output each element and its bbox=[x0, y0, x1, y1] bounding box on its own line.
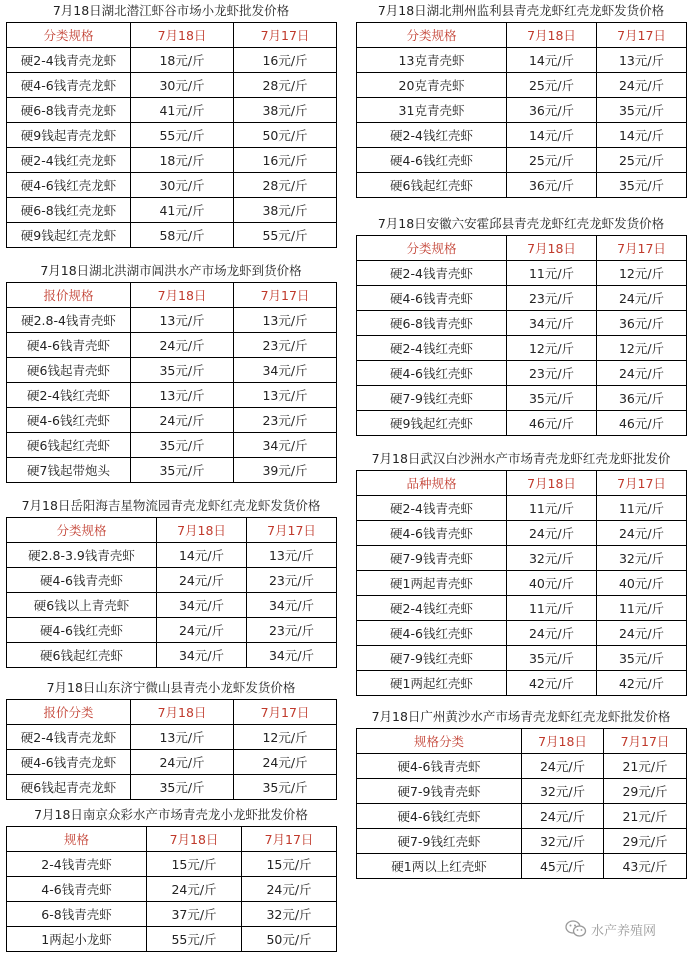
price-cell: 35元/斤 bbox=[131, 775, 234, 800]
column-header: 分类规格 bbox=[7, 518, 157, 543]
price-cell: 13元/斤 bbox=[131, 308, 234, 333]
table-row bbox=[357, 98, 687, 123]
price-cell: 24元/斤 bbox=[507, 521, 597, 546]
table-row bbox=[7, 725, 337, 750]
price-cell: 35元/斤 bbox=[597, 98, 687, 123]
spec-cell: 硬2-4钱红壳龙虾 bbox=[7, 148, 131, 173]
spec-cell: 20克青壳虾 bbox=[357, 73, 507, 98]
price-cell: 35元/斤 bbox=[507, 646, 597, 671]
column-header: 7月18日 bbox=[507, 23, 597, 48]
spec-cell: 硬9钱起青壳龙虾 bbox=[7, 123, 131, 148]
spec-cell: 硬2-4钱青壳虾 bbox=[357, 261, 507, 286]
price-cell: 35元/斤 bbox=[131, 433, 234, 458]
price-cell: 43元/斤 bbox=[604, 854, 687, 879]
spec-cell: 硬7-9钱青壳虾 bbox=[357, 546, 507, 571]
table-title: 7月18日岳阳海吉星物流园青壳龙虾红壳龙虾发货价格 bbox=[21, 498, 321, 513]
price-cell: 13元/斤 bbox=[597, 48, 687, 73]
price-table-block bbox=[6, 260, 336, 483]
table-row bbox=[357, 754, 687, 779]
spec-cell: 硬6钱以上青壳虾 bbox=[7, 593, 157, 618]
table-row bbox=[7, 308, 337, 333]
spec-cell: 硬4-6钱青壳虾 bbox=[357, 521, 507, 546]
price-cell: 24元/斤 bbox=[242, 877, 337, 902]
table-row bbox=[7, 408, 337, 433]
table-title: 7月18日湖北荆州监利县青壳龙虾红壳龙虾发货价格 bbox=[377, 3, 665, 18]
price-cell: 12元/斤 bbox=[234, 725, 337, 750]
table-title: 7月18日武汉白沙洲水产市场青壳龙虾红壳龙虾批发价 bbox=[371, 451, 671, 466]
price-cell: 34元/斤 bbox=[157, 643, 247, 668]
spec-cell: 硬4-6钱青壳龙虾 bbox=[7, 750, 131, 775]
price-cell: 24元/斤 bbox=[234, 750, 337, 775]
table-header-row bbox=[7, 827, 337, 852]
spec-cell: 硬7钱起带炮头 bbox=[7, 458, 131, 483]
table-header-row bbox=[7, 518, 337, 543]
price-cell: 42元/斤 bbox=[597, 671, 687, 696]
price-table-block bbox=[6, 804, 336, 952]
price-cell: 45元/斤 bbox=[522, 854, 604, 879]
price-cell: 32元/斤 bbox=[597, 546, 687, 571]
table-header-row bbox=[357, 236, 687, 261]
column-header: 7月17日 bbox=[247, 518, 337, 543]
table-row bbox=[7, 902, 337, 927]
price-cell: 37元/斤 bbox=[147, 902, 242, 927]
price-cell: 13元/斤 bbox=[234, 308, 337, 333]
price-cell: 24元/斤 bbox=[522, 804, 604, 829]
price-cell: 40元/斤 bbox=[507, 571, 597, 596]
price-cell: 29元/斤 bbox=[604, 779, 687, 804]
table-row bbox=[357, 386, 687, 411]
spec-cell: 硬1两起红壳虾 bbox=[357, 671, 507, 696]
spec-cell: 硬6-8钱青壳龙虾 bbox=[7, 98, 131, 123]
price-table-block bbox=[6, 0, 336, 248]
price-table bbox=[356, 22, 687, 198]
price-cell: 21元/斤 bbox=[604, 754, 687, 779]
price-cell: 55元/斤 bbox=[131, 123, 234, 148]
price-table-block bbox=[356, 448, 686, 696]
price-table-block bbox=[356, 706, 686, 879]
table-row bbox=[357, 646, 687, 671]
table-title: 7月18日湖北洪湖市阊洪水产市场龙虾到货价格 bbox=[40, 263, 302, 278]
table-row bbox=[357, 854, 687, 879]
table-row bbox=[7, 358, 337, 383]
price-cell: 32元/斤 bbox=[242, 902, 337, 927]
price-table-block bbox=[6, 495, 336, 668]
table-row bbox=[7, 433, 337, 458]
spec-cell: 2-4钱青壳虾 bbox=[7, 852, 147, 877]
price-cell: 24元/斤 bbox=[131, 750, 234, 775]
price-cell: 18元/斤 bbox=[131, 148, 234, 173]
price-cell: 35元/斤 bbox=[597, 646, 687, 671]
column-header: 报价分类 bbox=[7, 700, 131, 725]
price-cell: 14元/斤 bbox=[597, 123, 687, 148]
price-cell: 21元/斤 bbox=[604, 804, 687, 829]
table-row bbox=[357, 496, 687, 521]
price-table bbox=[356, 235, 687, 436]
price-cell: 34元/斤 bbox=[157, 593, 247, 618]
spec-cell: 硬2-4钱红壳虾 bbox=[357, 336, 507, 361]
table-row bbox=[7, 458, 337, 483]
price-cell: 14元/斤 bbox=[507, 123, 597, 148]
table-row bbox=[7, 618, 337, 643]
column-header: 分类规格 bbox=[7, 23, 131, 48]
table-row bbox=[7, 73, 337, 98]
price-cell: 28元/斤 bbox=[234, 73, 337, 98]
column-header: 7月17日 bbox=[234, 700, 337, 725]
price-cell: 42元/斤 bbox=[507, 671, 597, 696]
price-cell: 36元/斤 bbox=[507, 173, 597, 198]
column-header: 规格分类 bbox=[357, 729, 522, 754]
column-header: 分类规格 bbox=[357, 236, 507, 261]
table-row bbox=[357, 571, 687, 596]
price-cell: 28元/斤 bbox=[234, 173, 337, 198]
table-row bbox=[357, 361, 687, 386]
spec-cell: 硬4-6钱青壳虾 bbox=[357, 754, 522, 779]
spec-cell: 31克青壳虾 bbox=[357, 98, 507, 123]
price-cell: 32元/斤 bbox=[522, 829, 604, 854]
table-row bbox=[7, 223, 337, 248]
table-row bbox=[7, 775, 337, 800]
spec-cell: 硬9钱起红壳龙虾 bbox=[7, 223, 131, 248]
wechat-icon bbox=[565, 920, 587, 938]
table-row bbox=[357, 779, 687, 804]
table-row bbox=[357, 261, 687, 286]
price-cell: 46元/斤 bbox=[597, 411, 687, 436]
table-title: 7月18日山东济宁微山县青壳小龙虾发货价格 bbox=[46, 680, 296, 695]
spec-cell: 硬9钱起红壳虾 bbox=[357, 411, 507, 436]
column-header: 7月18日 bbox=[147, 827, 242, 852]
column-header: 7月17日 bbox=[597, 236, 687, 261]
table-row bbox=[357, 336, 687, 361]
price-cell: 40元/斤 bbox=[597, 571, 687, 596]
price-cell: 16元/斤 bbox=[234, 48, 337, 73]
spec-cell: 硬7-9钱红壳虾 bbox=[357, 386, 507, 411]
table-row bbox=[357, 546, 687, 571]
price-cell: 30元/斤 bbox=[131, 73, 234, 98]
column-header: 7月18日 bbox=[131, 283, 234, 308]
price-cell: 34元/斤 bbox=[507, 311, 597, 336]
table-row bbox=[357, 311, 687, 336]
price-cell: 24元/斤 bbox=[597, 361, 687, 386]
price-cell: 11元/斤 bbox=[507, 261, 597, 286]
price-cell: 39元/斤 bbox=[234, 458, 337, 483]
column-header: 报价规格 bbox=[7, 283, 131, 308]
spec-cell: 硬6钱起青壳龙虾 bbox=[7, 775, 131, 800]
price-cell: 24元/斤 bbox=[597, 73, 687, 98]
price-cell: 32元/斤 bbox=[522, 779, 604, 804]
table-row bbox=[7, 48, 337, 73]
spec-cell: 硬1两起青壳虾 bbox=[357, 571, 507, 596]
table-row bbox=[7, 877, 337, 902]
price-cell: 34元/斤 bbox=[247, 643, 337, 668]
price-table-block bbox=[356, 213, 686, 436]
price-cell: 13元/斤 bbox=[131, 725, 234, 750]
price-cell: 24元/斤 bbox=[507, 621, 597, 646]
price-cell: 24元/斤 bbox=[131, 333, 234, 358]
table-row bbox=[7, 98, 337, 123]
spec-cell: 硬2-4钱红壳虾 bbox=[357, 596, 507, 621]
table-header-row bbox=[7, 23, 337, 48]
spec-cell: 1两起小龙虾 bbox=[7, 927, 147, 952]
spec-cell: 硬2-4钱红壳虾 bbox=[7, 383, 131, 408]
spec-cell: 6-8钱青壳虾 bbox=[7, 902, 147, 927]
table-row bbox=[7, 173, 337, 198]
price-cell: 41元/斤 bbox=[131, 98, 234, 123]
price-table bbox=[6, 517, 337, 668]
price-table-block bbox=[6, 677, 336, 800]
price-cell: 35元/斤 bbox=[131, 458, 234, 483]
column-header: 7月17日 bbox=[242, 827, 337, 852]
price-cell: 24元/斤 bbox=[522, 754, 604, 779]
table-row bbox=[7, 383, 337, 408]
price-cell: 23元/斤 bbox=[234, 333, 337, 358]
spec-cell: 硬4-6钱红壳虾 bbox=[7, 408, 131, 433]
spec-cell: 硬2-4钱青壳龙虾 bbox=[7, 725, 131, 750]
price-cell: 23元/斤 bbox=[507, 361, 597, 386]
spec-cell: 硬4-6钱红壳虾 bbox=[357, 361, 507, 386]
price-cell: 25元/斤 bbox=[597, 148, 687, 173]
table-row bbox=[7, 148, 337, 173]
price-cell: 35元/斤 bbox=[507, 386, 597, 411]
price-cell: 55元/斤 bbox=[234, 223, 337, 248]
spec-cell: 硬4-6钱青壳虾 bbox=[7, 568, 157, 593]
price-cell: 34元/斤 bbox=[234, 433, 337, 458]
spec-cell: 硬4-6钱红壳虾 bbox=[7, 618, 157, 643]
price-cell: 58元/斤 bbox=[131, 223, 234, 248]
spec-cell: 硬2.8-3.9钱青壳虾 bbox=[7, 543, 157, 568]
price-cell: 50元/斤 bbox=[242, 927, 337, 952]
price-cell: 29元/斤 bbox=[604, 829, 687, 854]
column-header: 7月17日 bbox=[234, 23, 337, 48]
table-header-row bbox=[357, 471, 687, 496]
column-header: 7月18日 bbox=[522, 729, 604, 754]
table-title: 7月18日湖北潜江虾谷市场小龙虾批发价格 bbox=[52, 3, 290, 18]
table-row bbox=[357, 173, 687, 198]
price-table bbox=[6, 22, 337, 248]
price-cell: 34元/斤 bbox=[247, 593, 337, 618]
table-header-row bbox=[357, 23, 687, 48]
table-row bbox=[7, 333, 337, 358]
price-cell: 12元/斤 bbox=[597, 261, 687, 286]
price-cell: 14元/斤 bbox=[507, 48, 597, 73]
table-row bbox=[357, 148, 687, 173]
table-row bbox=[357, 521, 687, 546]
spec-cell: 13克青壳虾 bbox=[357, 48, 507, 73]
price-cell: 13元/斤 bbox=[234, 383, 337, 408]
price-cell: 24元/斤 bbox=[597, 621, 687, 646]
price-cell: 50元/斤 bbox=[234, 123, 337, 148]
spec-cell: 硬6-8钱红壳龙虾 bbox=[7, 198, 131, 223]
price-cell: 15元/斤 bbox=[242, 852, 337, 877]
spec-cell: 硬4-6钱红壳虾 bbox=[357, 621, 507, 646]
price-cell: 34元/斤 bbox=[234, 358, 337, 383]
spec-cell: 硬4-6钱青壳虾 bbox=[7, 333, 131, 358]
table-row bbox=[7, 198, 337, 223]
table-header-row bbox=[357, 729, 687, 754]
spec-cell: 硬4-6钱青壳虾 bbox=[357, 286, 507, 311]
price-cell: 24元/斤 bbox=[147, 877, 242, 902]
column-header: 7月18日 bbox=[507, 471, 597, 496]
price-cell: 38元/斤 bbox=[234, 98, 337, 123]
price-cell: 11元/斤 bbox=[597, 596, 687, 621]
price-cell: 55元/斤 bbox=[147, 927, 242, 952]
spec-cell: 硬7-9钱红壳虾 bbox=[357, 646, 507, 671]
price-cell: 13元/斤 bbox=[247, 543, 337, 568]
spec-cell: 硬4-6钱红壳虾 bbox=[357, 804, 522, 829]
price-cell: 23元/斤 bbox=[247, 618, 337, 643]
spec-cell: 硬4-6钱青壳龙虾 bbox=[7, 73, 131, 98]
price-cell: 24元/斤 bbox=[597, 521, 687, 546]
column-header: 分类规格 bbox=[357, 23, 507, 48]
price-cell: 16元/斤 bbox=[234, 148, 337, 173]
table-row bbox=[357, 621, 687, 646]
table-row bbox=[357, 411, 687, 436]
table-row bbox=[357, 671, 687, 696]
price-cell: 36元/斤 bbox=[597, 311, 687, 336]
table-row bbox=[357, 48, 687, 73]
price-cell: 23元/斤 bbox=[234, 408, 337, 433]
price-cell: 13元/斤 bbox=[131, 383, 234, 408]
spec-cell: 硬2-4钱青壳龙虾 bbox=[7, 48, 131, 73]
spec-cell: 硬6钱起青壳虾 bbox=[7, 358, 131, 383]
price-cell: 30元/斤 bbox=[131, 173, 234, 198]
price-cell: 38元/斤 bbox=[234, 198, 337, 223]
price-cell: 35元/斤 bbox=[234, 775, 337, 800]
spec-cell: 硬6-8钱青壳虾 bbox=[357, 311, 507, 336]
column-header: 7月18日 bbox=[157, 518, 247, 543]
table-title: 7月18日安徽六安霍邱县青壳龙虾红壳龙虾发货价格 bbox=[377, 216, 665, 231]
price-cell: 35元/斤 bbox=[597, 173, 687, 198]
price-table bbox=[6, 699, 337, 800]
price-cell: 15元/斤 bbox=[147, 852, 242, 877]
table-row bbox=[7, 543, 337, 568]
spec-cell: 硬6钱起红壳虾 bbox=[7, 643, 157, 668]
price-cell: 25元/斤 bbox=[507, 148, 597, 173]
price-cell: 36元/斤 bbox=[507, 98, 597, 123]
price-table bbox=[356, 470, 687, 696]
price-table bbox=[6, 282, 337, 483]
price-cell: 18元/斤 bbox=[131, 48, 234, 73]
price-cell: 32元/斤 bbox=[507, 546, 597, 571]
price-cell: 24元/斤 bbox=[597, 286, 687, 311]
price-cell: 36元/斤 bbox=[597, 386, 687, 411]
price-cell: 14元/斤 bbox=[157, 543, 247, 568]
price-cell: 23元/斤 bbox=[507, 286, 597, 311]
column-header: 7月18日 bbox=[507, 236, 597, 261]
spec-cell: 硬7-9钱红壳虾 bbox=[357, 829, 522, 854]
price-cell: 11元/斤 bbox=[597, 496, 687, 521]
price-cell: 24元/斤 bbox=[157, 568, 247, 593]
column-header: 7月18日 bbox=[131, 700, 234, 725]
price-cell: 41元/斤 bbox=[131, 198, 234, 223]
price-table bbox=[6, 826, 337, 952]
spec-cell: 硬6钱起红壳虾 bbox=[7, 433, 131, 458]
column-header: 7月17日 bbox=[597, 471, 687, 496]
price-cell: 35元/斤 bbox=[131, 358, 234, 383]
table-row bbox=[7, 593, 337, 618]
table-row bbox=[357, 829, 687, 854]
table-row bbox=[7, 750, 337, 775]
price-cell: 12元/斤 bbox=[507, 336, 597, 361]
price-table-block bbox=[356, 0, 686, 198]
table-row bbox=[7, 123, 337, 148]
spec-cell: 硬1两以上红壳虾 bbox=[357, 854, 522, 879]
spec-cell: 硬6钱起红壳虾 bbox=[357, 173, 507, 198]
table-row bbox=[357, 286, 687, 311]
spec-cell: 硬7-9钱青壳虾 bbox=[357, 779, 522, 804]
spec-cell: 4-6钱青壳虾 bbox=[7, 877, 147, 902]
price-cell: 12元/斤 bbox=[597, 336, 687, 361]
watermark-text: 水产养殖网 bbox=[591, 923, 657, 939]
table-row bbox=[7, 568, 337, 593]
table-row bbox=[357, 73, 687, 98]
table-row bbox=[7, 643, 337, 668]
spec-cell: 硬2-4钱红壳虾 bbox=[357, 123, 507, 148]
spec-cell: 硬4-6钱红壳龙虾 bbox=[7, 173, 131, 198]
table-row bbox=[7, 927, 337, 952]
table-title: 7月18日广州黄沙水产市场青壳龙虾红壳龙虾批发价格 bbox=[371, 709, 671, 724]
price-cell: 11元/斤 bbox=[507, 596, 597, 621]
spec-cell: 硬4-6钱红壳虾 bbox=[357, 148, 507, 173]
spec-cell: 硬2-4钱青壳虾 bbox=[357, 496, 507, 521]
table-row bbox=[7, 852, 337, 877]
column-header: 7月18日 bbox=[131, 23, 234, 48]
watermark bbox=[565, 917, 656, 941]
price-cell: 23元/斤 bbox=[247, 568, 337, 593]
price-table bbox=[356, 728, 687, 879]
table-header-row bbox=[7, 283, 337, 308]
table-row bbox=[357, 804, 687, 829]
price-cell: 25元/斤 bbox=[507, 73, 597, 98]
column-header: 7月17日 bbox=[597, 23, 687, 48]
table-header-row bbox=[7, 700, 337, 725]
column-header: 规格 bbox=[7, 827, 147, 852]
table-title: 7月18日南京众彩水产市场青壳龙小龙虾批发价格 bbox=[34, 807, 308, 822]
price-cell: 24元/斤 bbox=[157, 618, 247, 643]
price-cell: 11元/斤 bbox=[507, 496, 597, 521]
price-cell: 46元/斤 bbox=[507, 411, 597, 436]
column-header: 品种规格 bbox=[357, 471, 507, 496]
spec-cell: 硬2.8-4钱青壳虾 bbox=[7, 308, 131, 333]
column-header: 7月17日 bbox=[604, 729, 687, 754]
column-header: 7月17日 bbox=[234, 283, 337, 308]
table-row bbox=[357, 596, 687, 621]
price-cell: 24元/斤 bbox=[131, 408, 234, 433]
table-row bbox=[357, 123, 687, 148]
